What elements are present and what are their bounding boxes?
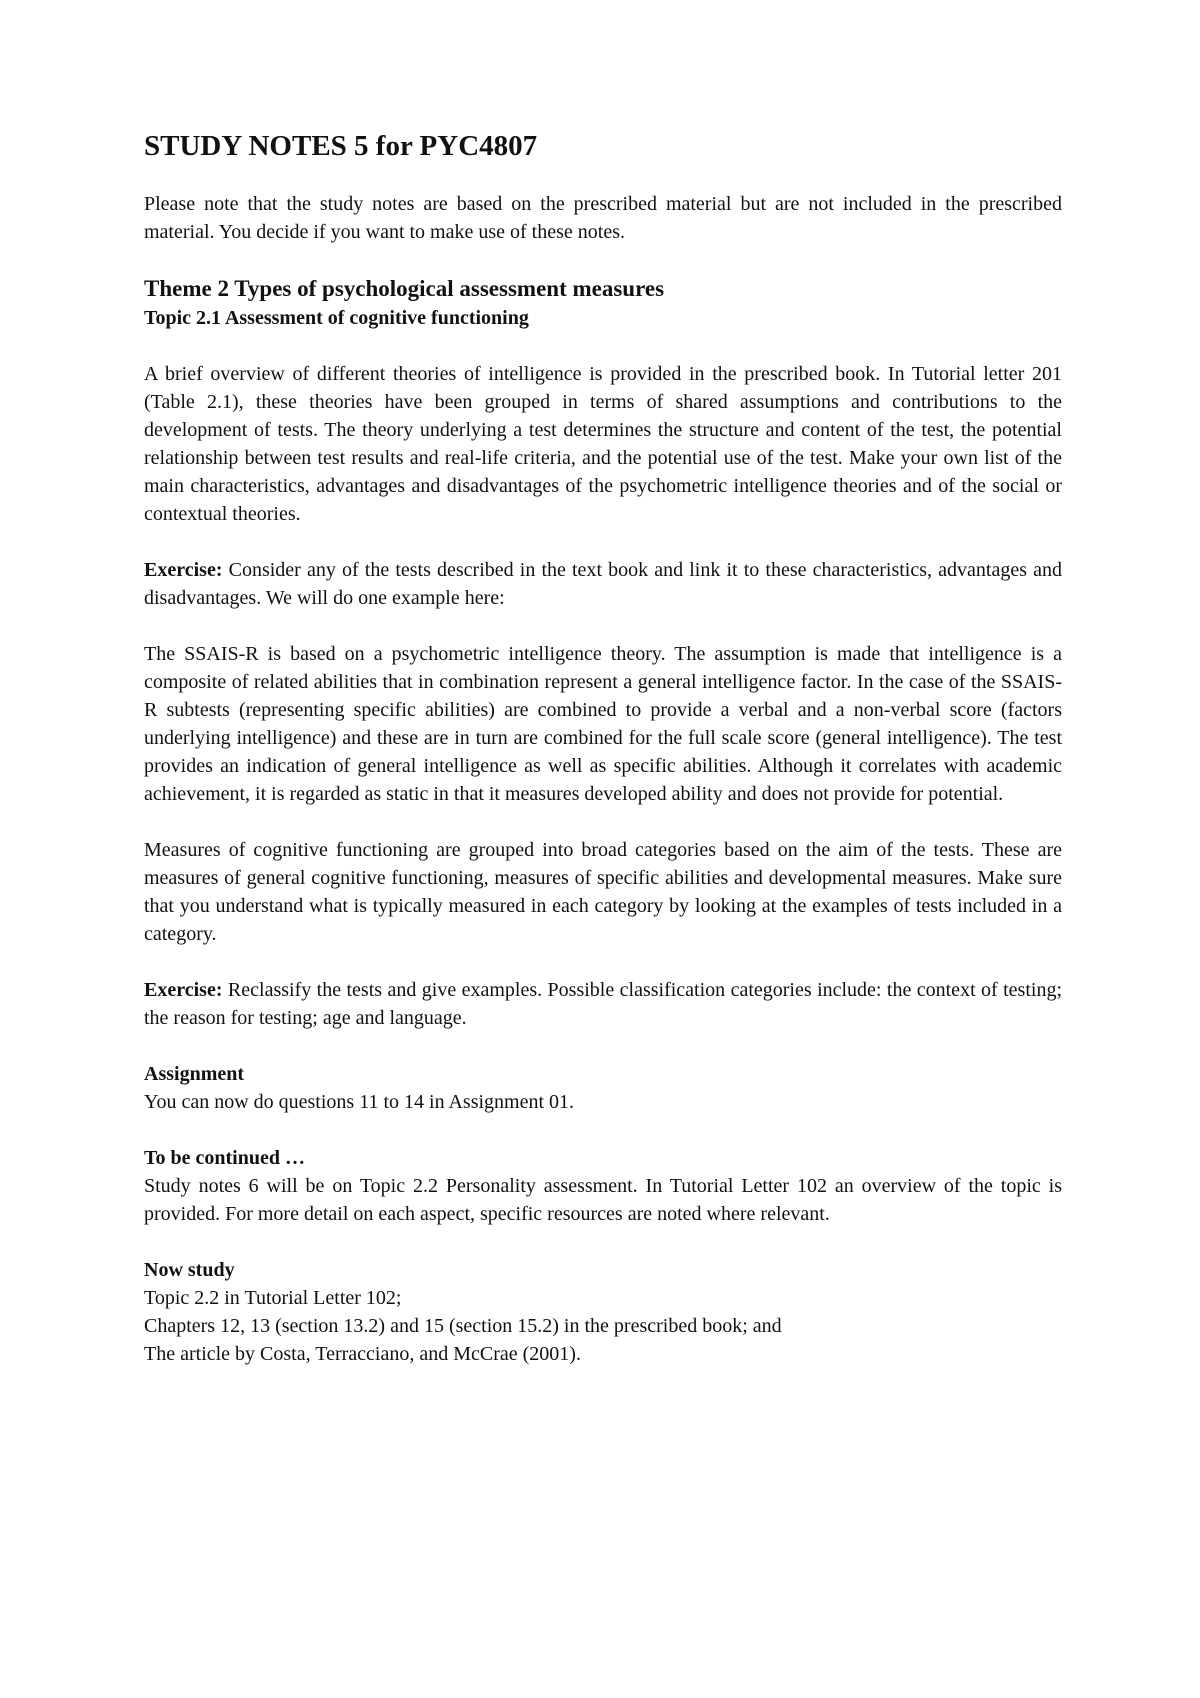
exercise-text: Consider any of the tests described in the text book and link it to these characteristics, advantages and disadvantages. We will do one example here:	[144, 559, 1062, 609]
intro-paragraph: Please note that the study notes are based on the prescribed material but are not included in the prescribed material. You decide if you want to make use of these notes.	[144, 193, 1062, 243]
now-study-item: Chapters 12, 13 (section 13.2) and 15 (section 15.2) in the prescribed book; and	[144, 1315, 782, 1337]
exercise-label: Exercise:	[144, 559, 223, 581]
theme-heading: Theme 2 Types of psychological assessment measures	[144, 276, 665, 301]
assignment-section	[144, 1060, 1062, 1116]
ssais-paragraph: The SSAIS-R is based on a psychometric intelligence theory. The assumption is made that intelligence is a composite of related abilities that in combination represent a general intelligence factor. In the case of the SSAIS-R subtests (representing specific abilities) are combined to provide a verbal and a non-verbal score (factors underlying intelligence) and these are in turn are combined for the full scale score (general intelligence). The test provides an indication of general intelligence as well as specific abilities. Although it correlates with academic achievement, it is regarded as static in that it measures developed ability and does not provide for potential.	[144, 643, 1062, 805]
document-page	[144, 128, 1062, 1368]
categories-paragraph: Measures of cognitive functioning are grouped into broad categories based on the aim of the tests. These are measures of general cognitive functioning, measures of specific abilities and developmental measures. Make sure that you understand what is typically measured in each category by looking at the examples of tests included in a category.	[144, 839, 1062, 945]
continued-text: Study notes 6 will be on Topic 2.2 Personality assessment. In Tutorial Letter 102 an overview of the topic is provided. For more detail on each aspect, specific resources are noted where relevant.	[144, 1175, 1062, 1225]
exercise-text: Reclassify the tests and give examples. Possible classification categories include: the context of testing; the reason for testing; age and language.	[144, 979, 1062, 1029]
now-study-heading: Now study	[144, 1259, 235, 1281]
assignment-heading: Assignment	[144, 1063, 245, 1085]
now-study-item: Topic 2.2 in Tutorial Letter 102;	[144, 1287, 402, 1309]
continued-heading: To be continued …	[144, 1147, 305, 1169]
exercise-label: Exercise:	[144, 979, 223, 1001]
now-study-section	[144, 1256, 1062, 1368]
exercise-paragraph-1	[144, 556, 1062, 612]
continued-section	[144, 1144, 1062, 1228]
assignment-text: You can now do questions 11 to 14 in Assignment 01.	[144, 1091, 575, 1113]
topic-heading: Topic 2.1 Assessment of cognitive functioning	[144, 307, 529, 329]
document-title: STUDY NOTES 5 for PYC4807	[144, 130, 538, 162]
exercise-paragraph-2	[144, 976, 1062, 1032]
now-study-item: The article by Costa, Terracciano, and McCrae (2001).	[144, 1343, 581, 1365]
theories-paragraph: A brief overview of different theories of intelligence is provided in the prescribed book. In Tutorial letter 201 (Table 2.1), these theories have been grouped in terms of shared assumptions and contributions to the development of tests. The theory underlying a test determines the structure and content of the test, the potential relationship between test results and real-life criteria, and the potential use of the test. Make your own list of the main characteristics, advantages and disadvantages of the psychometric intelligence theories and of the social or contextual theories.	[144, 363, 1062, 525]
